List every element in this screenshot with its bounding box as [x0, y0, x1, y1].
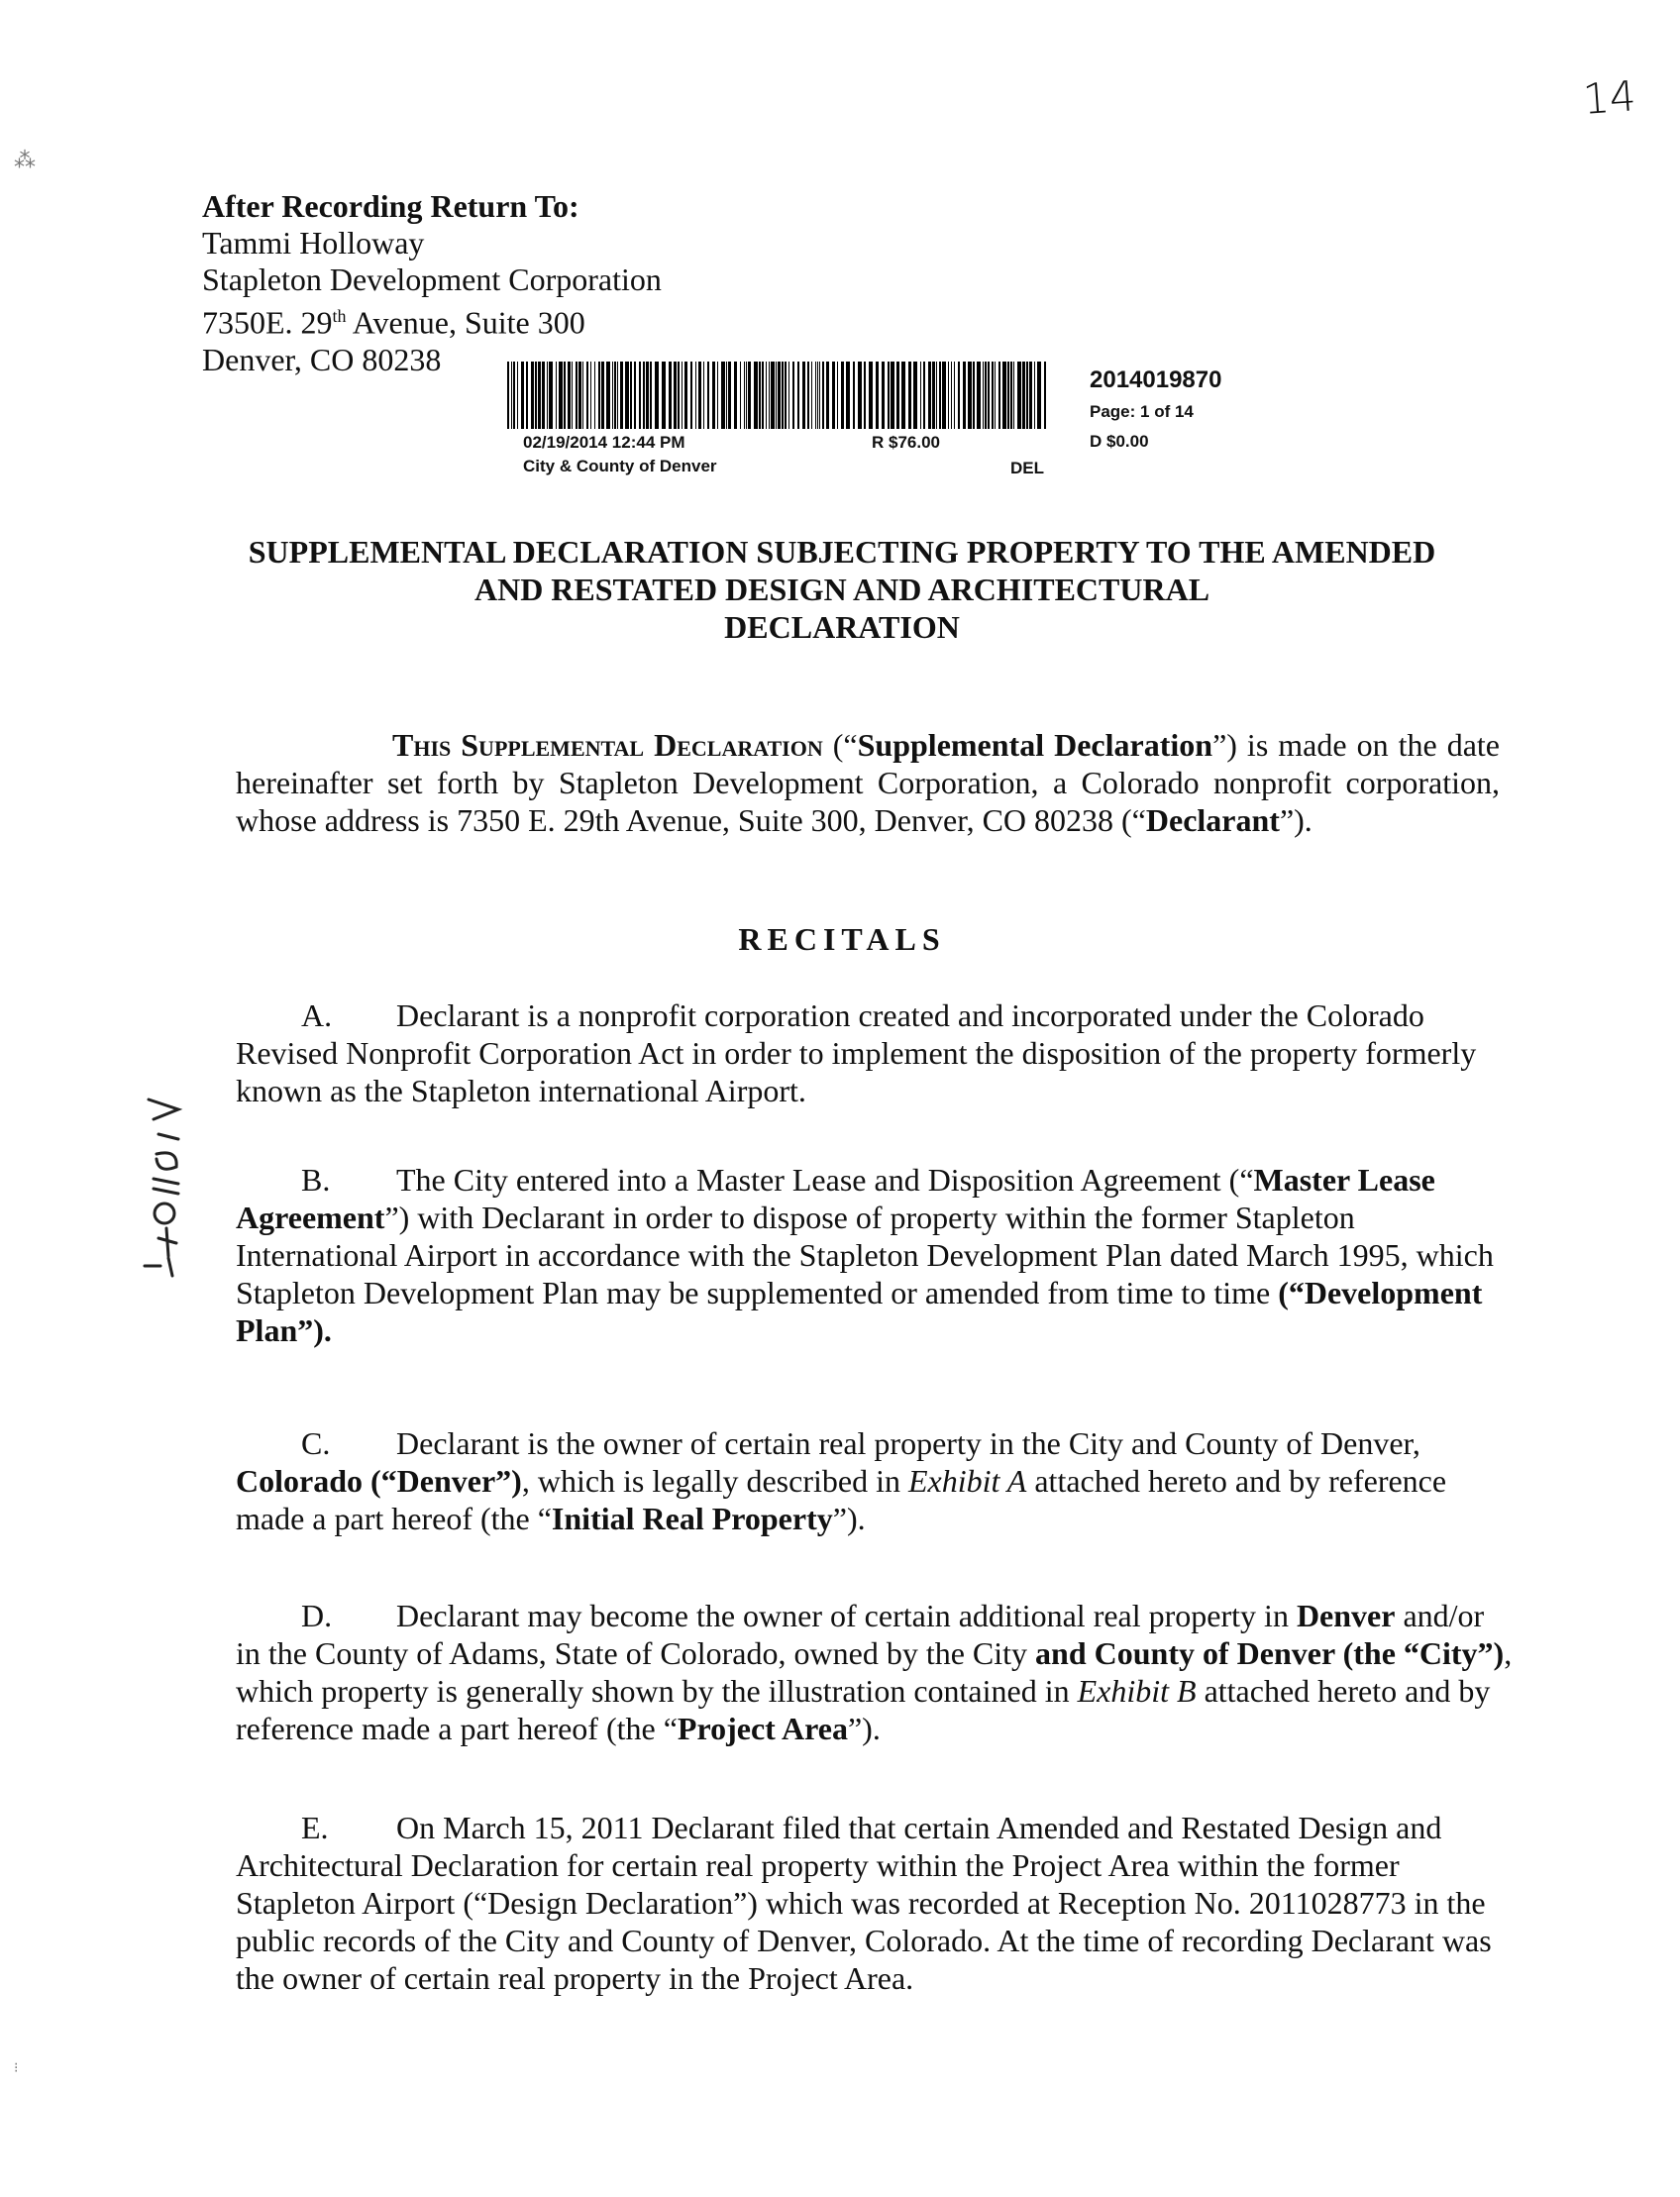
recital-defined-term: (“Development Plan”). — [236, 1275, 1483, 1348]
barcode-bar — [639, 362, 641, 429]
barcode-bar — [726, 362, 727, 429]
barcode-bar — [973, 362, 975, 429]
barcode-bar — [1017, 362, 1021, 429]
barcode-bar — [913, 362, 917, 429]
barcode-bar — [1037, 362, 1041, 429]
barcode-bar — [526, 362, 528, 429]
barcode-bar — [928, 362, 931, 429]
recital-text: Declarant may become the owner of certain additional real property in — [396, 1598, 1297, 1633]
barcode-bar — [923, 362, 925, 429]
barcode-bar — [769, 362, 770, 429]
return-name: Tammi Holloway — [202, 225, 425, 261]
barcode-bar — [792, 362, 794, 429]
recital-text: ”) with Declarant in order to dispose of property within the former Stapleton International Airport in accordance with the Stapleton Development Plan dated March 1995, which Stapleton Development Plan may be supplemented or amended from time to time — [236, 1200, 1494, 1310]
barcode-bar — [1044, 362, 1046, 429]
barcode-bar — [822, 362, 824, 429]
barcode-bar — [511, 362, 512, 429]
barcode-bar — [762, 362, 764, 429]
barcode-bar — [620, 362, 623, 429]
intro-lead: This Supplemental Declaration — [392, 727, 823, 763]
barcode-bar — [1022, 362, 1025, 429]
recital-label: E. — [301, 1810, 329, 1845]
barcode-bar — [802, 362, 805, 429]
barcode-bar — [717, 362, 718, 429]
barcode-bar — [983, 362, 984, 429]
barcode-bar — [788, 362, 789, 429]
barcode-bar — [896, 362, 899, 429]
stamp-fee-d: D $0.00 — [1090, 432, 1149, 451]
barcode-bar — [549, 362, 553, 429]
barcode-bar — [815, 362, 816, 429]
barcode-bar — [882, 362, 885, 429]
barcode-bar — [734, 362, 737, 429]
exhibit-reference: Exhibit B — [1077, 1673, 1197, 1709]
stamp-fee-r: R $76.00 — [872, 433, 940, 452]
barcode-bar — [746, 362, 747, 429]
barcode-bar — [876, 362, 879, 429]
barcode-bar — [759, 362, 761, 429]
barcode-bar — [920, 362, 921, 429]
stamp-datetime: 02/19/2014 12:44 PM — [523, 433, 685, 452]
recital-e — [236, 1809, 1514, 1997]
recital-text: , which property is generally shown by the illustration contained in — [236, 1635, 1513, 1709]
recital-d — [236, 1597, 1514, 1747]
barcode-bar — [535, 362, 537, 429]
recital-text: ”). — [832, 1501, 866, 1536]
barcode-bar — [617, 362, 618, 429]
barcode-bar — [797, 362, 799, 429]
barcode-bar — [650, 362, 652, 429]
barcode-bar — [963, 362, 966, 429]
barcode-bar — [564, 362, 566, 429]
barcode-bar — [712, 362, 715, 429]
reception-number: 2014019870 — [1090, 366, 1222, 393]
barcode-bar — [643, 362, 645, 429]
recital-text: and/or in the County of Adams, State of Colorado, owned by the City — [236, 1598, 1485, 1671]
barcode-bar — [998, 362, 1000, 429]
page-count: Page: 1 of 14 — [1090, 402, 1194, 421]
title-line: AND RESTATED DESIGN AND ARCHITECTURAL — [473, 572, 1210, 607]
barcode-bar — [744, 362, 745, 429]
barcode-bar — [698, 362, 701, 429]
return-company: Stapleton Development Corporation — [202, 262, 662, 297]
barcode-bar — [707, 362, 709, 429]
barcode-bar — [754, 362, 758, 429]
barcode-bar — [703, 362, 704, 429]
barcode-bar — [832, 362, 835, 429]
barcode-bar — [690, 362, 692, 429]
barcode-bar — [556, 362, 557, 429]
intro-paragraph — [236, 726, 1500, 839]
barcode-bar — [864, 362, 866, 429]
barcode-bar — [576, 362, 578, 429]
barcode-bar — [594, 362, 595, 429]
title-line: SUPPLEMENTAL DECLARATION SUBJECTING PROPERTY TO THE AMENDED — [248, 534, 1436, 570]
barcode-bar — [547, 362, 548, 429]
barcode-bar — [954, 362, 955, 429]
barcode-bar — [559, 362, 563, 429]
barcode-bar — [612, 362, 613, 429]
return-address-block — [202, 188, 662, 378]
return-city: Denver, CO 80238 — [202, 341, 442, 377]
barcode-bar — [601, 362, 604, 429]
barcode-bar — [582, 362, 583, 429]
barcode-bar — [662, 362, 666, 429]
recital-defined-term: Project Area — [677, 1711, 848, 1746]
recital-label: B. — [301, 1162, 331, 1198]
recital-label: A. — [301, 997, 333, 1033]
barcode-bar — [531, 362, 534, 429]
scan-speck: ⁝ — [14, 2060, 19, 2076]
barcode-bar — [1013, 362, 1014, 429]
barcode-bar — [646, 362, 649, 429]
barcode-bar — [521, 362, 524, 429]
barcode-bar — [837, 362, 838, 429]
scan-speck: ⁂ — [14, 149, 36, 173]
intro-defined-term: Declarant — [1145, 802, 1280, 838]
barcode-bar — [782, 362, 784, 429]
barcode-bar — [807, 362, 809, 429]
barcode-bar — [908, 362, 911, 429]
margin-handwriting — [139, 1080, 228, 1278]
barcode-bar — [655, 362, 659, 429]
barcode-bar — [740, 362, 741, 429]
barcode-bar — [891, 362, 894, 429]
barcode-bar — [771, 362, 775, 429]
barcode — [505, 362, 1052, 429]
barcode-bar — [766, 362, 767, 429]
recital-text: On March 15, 2011 Declarant filed that certain Amended and Restated Design and Architectural Declaration for certain real property within the Project Area within the former Stapleton Airport (“Design Declaration”) which was recorded at Reception No. 2011028773 in the public records of the City and County of Denver, Colorado. At the time of recording Declarant was the owner of certain real property in the Project Area. — [236, 1810, 1492, 1996]
barcode-bar — [992, 362, 994, 429]
barcode-bar — [985, 362, 987, 429]
barcode-bar — [888, 362, 890, 429]
barcode-bar — [568, 362, 571, 429]
recital-text: attached hereto and by reference made a part hereof (the “ — [236, 1673, 1491, 1746]
recital-a — [236, 996, 1514, 1109]
recital-label: D. — [301, 1598, 333, 1633]
barcode-bar — [932, 362, 935, 429]
recital-text: Declarant is the owner of certain real property in the City and County of Denver, — [396, 1425, 1420, 1461]
recital-c — [236, 1424, 1514, 1537]
barcode-bar — [721, 362, 725, 429]
return-heading: After Recording Return To: — [202, 188, 579, 224]
barcode-bar — [951, 362, 952, 429]
barcode-bar — [728, 362, 731, 429]
barcode-bar — [869, 362, 873, 429]
barcode-bar — [538, 362, 541, 429]
return-street: 7350E. 29th Avenue, Suite 300 — [202, 304, 585, 341]
recital-defined-term: Initial Real Property — [551, 1501, 833, 1536]
barcode-bar — [995, 362, 996, 429]
barcode-bar — [1007, 362, 1009, 429]
barcode-bar — [936, 362, 937, 429]
document-title — [198, 533, 1486, 646]
barcode-bar — [968, 362, 972, 429]
barcode-bar — [948, 362, 949, 429]
barcode-bar — [598, 362, 600, 429]
recital-text: The City entered into a Master Lease and Disposition Agreement (“ — [396, 1162, 1254, 1198]
barcode-bar — [988, 362, 990, 429]
barcode-bar — [858, 362, 862, 429]
barcode-bar — [785, 362, 787, 429]
barcode-bar — [1010, 362, 1012, 429]
barcode-bar — [853, 362, 855, 429]
barcode-bar — [630, 362, 632, 429]
recital-defined-term: Colorado (“Denver”) — [236, 1463, 522, 1499]
barcode-bar — [1029, 362, 1032, 429]
barcode-bar — [590, 362, 591, 429]
recital-text: Declarant is a nonprofit corporation created and incorporated under the Colorado Revised Nonprofit Corporation Act in order to implement the disposition of the property formerly known as the Stapleton international Airport. — [236, 997, 1477, 1108]
recitals-heading: RECITALS — [738, 921, 946, 957]
recital-text: attached hereto and by reference made a part hereof (the “ — [236, 1463, 1447, 1536]
barcode-bar — [517, 362, 518, 429]
recital-text: ”). — [847, 1711, 881, 1746]
recital-defined-term: Denver — [1296, 1598, 1396, 1633]
barcode-bar — [507, 362, 509, 429]
recital-defined-term: Master Lease Agreement — [236, 1162, 1435, 1235]
intro-text: ”). — [1279, 802, 1312, 838]
barcode-bar — [678, 362, 680, 429]
barcode-bar — [1002, 362, 1006, 429]
barcode-bar — [1034, 362, 1035, 429]
barcode-bar — [606, 362, 610, 429]
barcode-bar — [841, 362, 844, 429]
stamp-county: City & County of Denver — [523, 457, 717, 475]
recital-b — [236, 1161, 1514, 1349]
barcode-bar — [958, 362, 960, 429]
barcode-bar — [695, 362, 696, 429]
intro-defined-term: Supplemental Declaration — [857, 727, 1213, 763]
barcode-bar — [811, 362, 812, 429]
barcode-bar — [817, 362, 818, 429]
barcode-bar — [942, 362, 946, 429]
barcode-bar — [901, 362, 905, 429]
title-line: DECLARATION — [724, 609, 960, 645]
barcode-bar — [578, 362, 581, 429]
barcode-bar — [513, 362, 515, 429]
barcode-bar — [586, 362, 588, 429]
barcode-bar — [826, 362, 829, 429]
barcode-bar — [625, 362, 629, 429]
intro-text: ”) is made on the date hereinafter set forth by Stapleton Development Corporation, a Colorado nonprofit corporation, whose address is 7350 E. 29th Avenue, Suite 300, Denver, CO 80238 (“ — [236, 727, 1501, 838]
exhibit-reference: Exhibit A — [907, 1463, 1027, 1499]
barcode-bar — [674, 362, 677, 429]
stamp-code: DEL — [1010, 459, 1044, 477]
barcode-bar — [776, 362, 777, 429]
barcode-bar — [939, 362, 941, 429]
barcode-bar — [572, 362, 573, 429]
barcode-bar — [542, 362, 545, 429]
barcode-bar — [778, 362, 781, 429]
barcode-bar — [819, 362, 820, 429]
barcode-bar — [614, 362, 616, 429]
barcode-bar — [748, 362, 751, 429]
barcode-bar — [684, 362, 687, 429]
handwritten-page-number: 14 — [1581, 71, 1638, 124]
recital-defined-term: and County of Denver (the “City”) — [1035, 1635, 1505, 1671]
barcode-bar — [1026, 362, 1028, 429]
barcode-bar — [634, 362, 636, 429]
intro-text: (“ — [822, 727, 858, 763]
barcode-bar — [846, 362, 850, 429]
recital-label: C. — [301, 1425, 331, 1461]
recital-text: , which is legally described in — [521, 1463, 908, 1499]
barcode-bar — [669, 362, 672, 429]
barcode-bar — [977, 362, 981, 429]
